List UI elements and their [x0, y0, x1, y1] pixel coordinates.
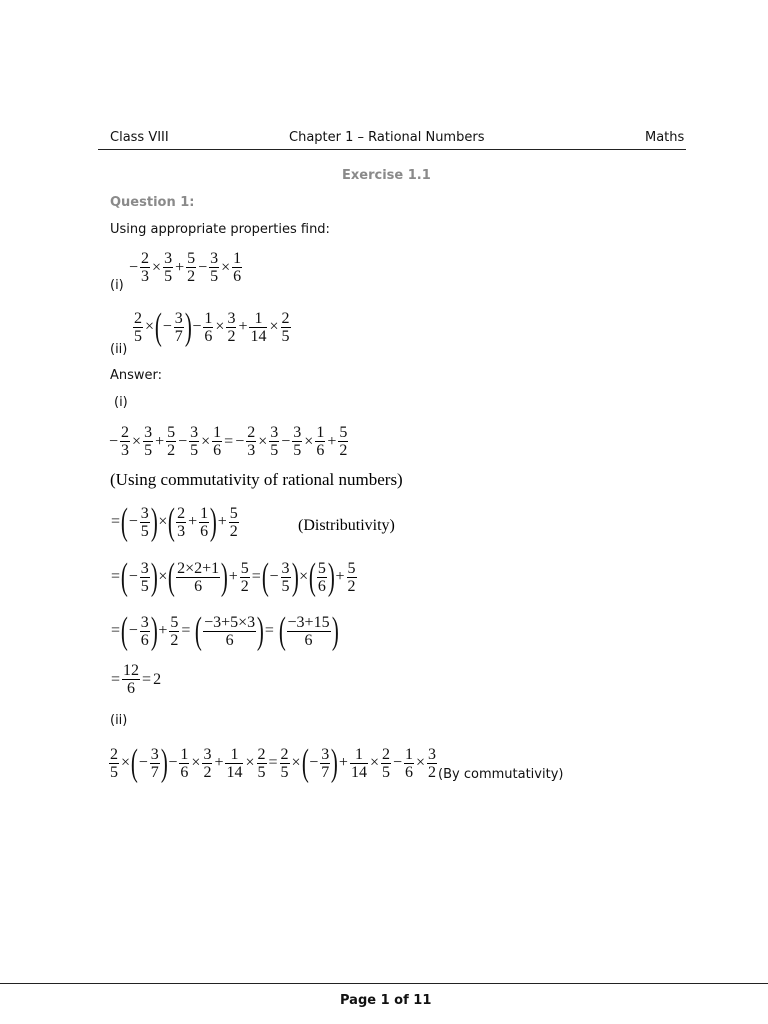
header-class: Class VIII	[110, 130, 169, 145]
header-divider	[98, 149, 686, 150]
question-text: Using appropriate properties find:	[110, 222, 330, 237]
exercise-title: Exercise 1.1	[342, 168, 431, 183]
answer-ii-label: (ii)	[110, 713, 128, 728]
answer-i-label: (i)	[114, 395, 128, 410]
page-number: Page 1 of 11	[340, 993, 432, 1008]
part-i-label: (i)	[110, 278, 124, 293]
answer-i-step-5: = $\frac{12}{6}$ = 2	[111, 662, 162, 697]
answer-i-step-4: =(− $\frac{3}{6}$ )+ $\frac{5}{2}$ = ( $\frac{-3+5\times 3}{6}$ )= ( $\frac{-3+15}{6}$ )	[111, 610, 339, 652]
distributivity-note: (Distributivity)	[298, 517, 395, 534]
header-subject: Maths	[645, 130, 685, 145]
part-ii-expression: $\frac{2}{5}$ ×(− $\frac{3}{7}$ )− $\frac{1}{6}$ × $\frac{3}{2}$ + $\frac{1}{14}$ × $\frac{2}{5}$	[134, 306, 290, 348]
header-chapter: Chapter 1 – Rational Numbers	[289, 130, 485, 145]
answer-ii-step-1: $\frac{2}{5}$ ×(− $\frac{3}{7}$ )− $\frac{1}{6}$ × $\frac{3}{2}$ + $\frac{1}{14}$ × $\frac{2}{5}$ = $\frac{2}{5}$ ×(− $\frac{3}{7}$ )+ $\frac{1}{14}$ × $\frac{2}{5}$ − $\frac{1}{6}$ × $\frac{3}{2}$ (By commutativity)	[110, 742, 564, 784]
answer-i-step-2: =(− $\frac{3}{5}$ )×( $\frac{2}{3}$ + $\frac{1}{6}$ )+ $\frac{5}{2}$	[111, 501, 238, 543]
answer-i-step-3: =(− $\frac{3}{5}$ )×( $\frac{2\times 2+1}{6}$ )+ $\frac{5}{2}$ =(− $\frac{3}{5}$ )×( $\frac{5}{6}$ )+ $\frac{5}{2}$	[111, 556, 356, 598]
part-i-expression: − $\frac{2}{3}$ × $\frac{3}{5}$ + $\frac{5}{2}$ − $\frac{3}{5}$ × $\frac{1}{6}$	[129, 250, 242, 285]
by-commutativity-note: (By commutativity)	[438, 767, 564, 782]
answer-i-step-1: − $\frac{2}{3}$ × $\frac{3}{5}$ + $\frac{5}{2}$ − $\frac{3}{5}$ × $\frac{1}{6}$ = − $\frac{2}{3}$ × $\frac{3}{5}$ − $\frac{3}{5}$ × $\frac{1}{6}$ + $\frac{5}{2}$	[109, 424, 348, 459]
part-ii-label: (ii)	[110, 342, 128, 357]
footer-divider	[0, 983, 768, 984]
answer-label: Answer:	[110, 368, 163, 383]
commutativity-note: (Using commutativity of rational numbers)	[110, 470, 403, 489]
question-label: Question 1:	[110, 195, 195, 210]
